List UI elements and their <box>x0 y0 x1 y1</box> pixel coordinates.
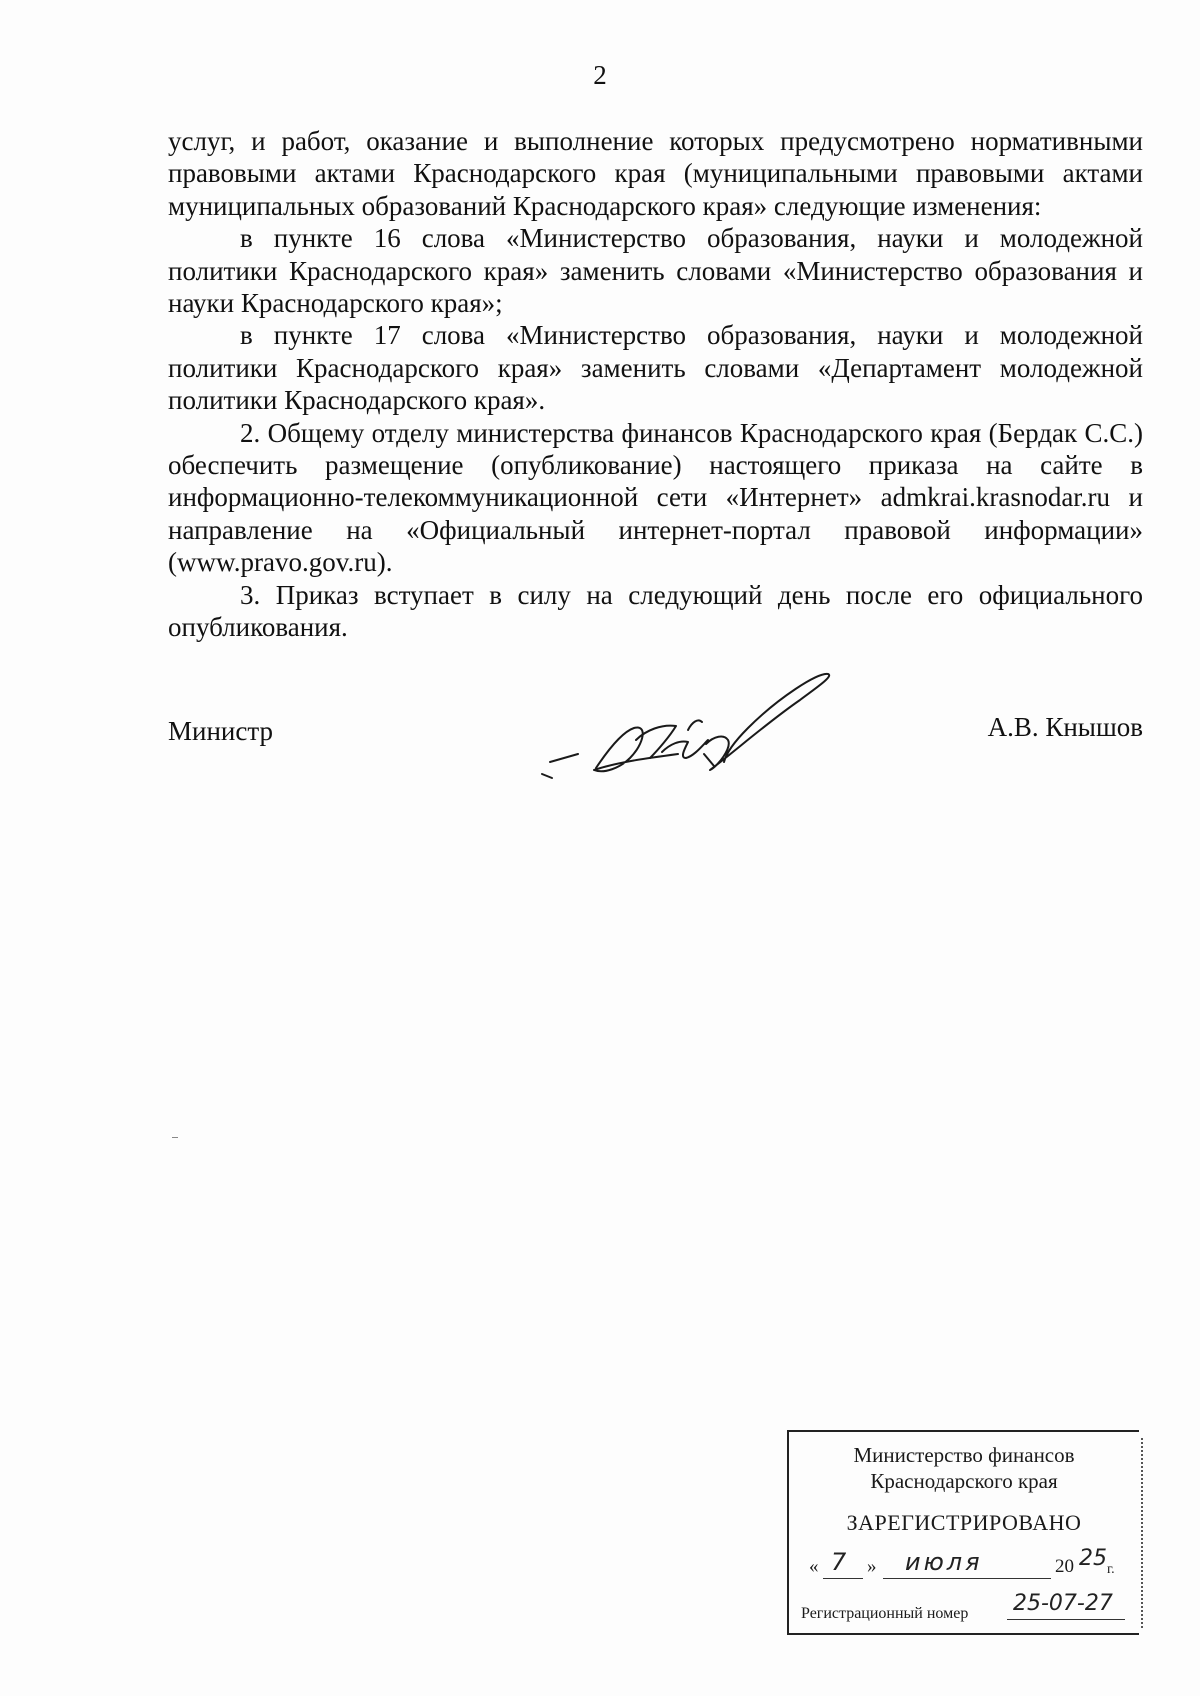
paragraph-clause-3: 3. Приказ вступает в силу на следующий день после его официального опубликования. <box>168 579 1143 643</box>
stamp-day-underline <box>823 1578 863 1579</box>
paragraph-item-17: в пункте 17 слова «Министерство образования, науки и молодежной политики Краснодарского края» заменить словами «Департамент молодежной политики Краснодарского края». <box>168 320 1143 416</box>
stamp-edge <box>1141 1438 1143 1628</box>
stamp-reg-label: Регистрационный номер <box>801 1605 969 1622</box>
stamp-date-year-prefix: 20 <box>1055 1556 1074 1577</box>
stamp-registration-number <box>801 1591 1131 1625</box>
stamp-date-month: июля <box>905 1548 983 1576</box>
stamp-date-open-quote: « <box>809 1556 819 1577</box>
stamp-date-line <box>809 1546 1129 1582</box>
stamp-date-year-suffix: 25 <box>1079 1546 1107 1571</box>
stamp-month-underline <box>883 1578 1051 1579</box>
registration-stamp <box>787 1430 1139 1635</box>
stamp-reg-number: 25-07-27 <box>1013 1591 1113 1616</box>
stamp-date-day: 7 <box>831 1548 847 1576</box>
signatory-name: А.В. Кнышов <box>987 712 1143 742</box>
signature-block <box>168 712 1143 772</box>
scan-artifact <box>172 1137 178 1138</box>
paragraph-item-16: в пункте 16 слова «Министерство образования, науки и молодежной политики Краснодарского края» заменить словами «Министерство образования и науки Краснодарского края»; <box>168 223 1143 319</box>
stamp-regnum-underline <box>1007 1619 1125 1620</box>
stamp-registered-label: ЗАРЕГИСТРИРОВАНО <box>846 1510 1082 1535</box>
signatory-title: Министр <box>168 716 273 746</box>
document-body <box>168 125 1143 644</box>
stamp-date-close-quote: » <box>867 1556 877 1577</box>
paragraph-clause-2: 2. Общему отделу министерства финансов Краснодарского края (Бердак С.С.) обеспечить размещение (опубликование) настоящего приказа на сайте в информационно-телекоммуникационной сети «Интернет» admkrai.krasnodar.ru и направление на «Официальный интернет-портал правовой информации» (www.pravo.gov.ru). <box>168 417 1143 578</box>
stamp-org-line2: Краснодарского края <box>870 1469 1058 1493</box>
paragraph-intro: услуг, и работ, оказание и выполнение которых предусмотрено нормативными правовыми актами Краснодарского края (муниципальными правовыми актами муниципальных образований Краснодарского края» следующие изменения: <box>168 126 1143 221</box>
stamp-org-line1: Министерство финансов <box>853 1443 1075 1467</box>
stamp-date-year-unit: г. <box>1107 1562 1115 1577</box>
page-number: 2 <box>593 60 607 90</box>
handwritten-signature <box>538 670 838 780</box>
